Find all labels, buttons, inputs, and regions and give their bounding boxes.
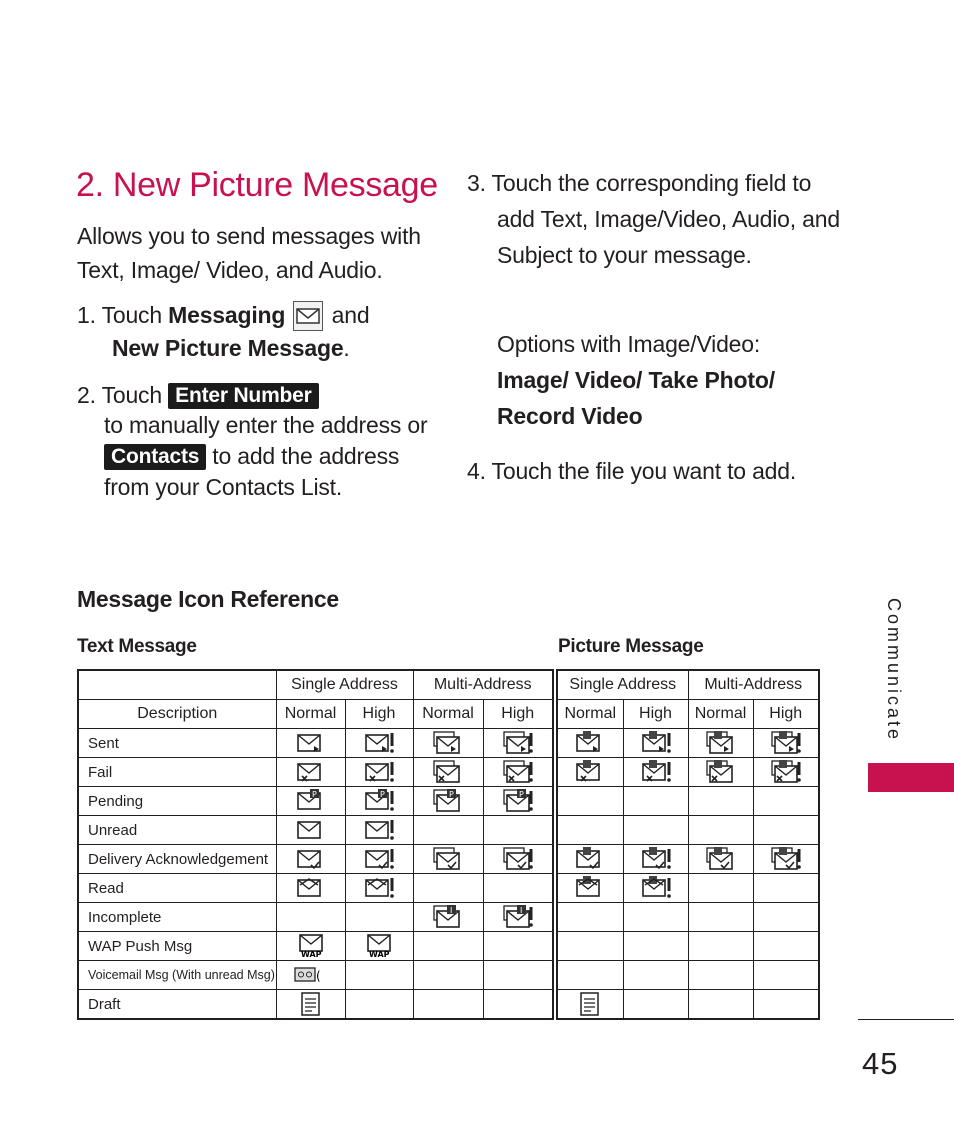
row-description: Incomplete — [78, 903, 276, 932]
incomplete-multi-high-icon — [501, 904, 535, 930]
pending-high-icon — [362, 788, 396, 814]
pic-sent-multi-icon — [704, 730, 738, 756]
enter-number-button: Enter Number — [168, 383, 318, 409]
icon-cell — [345, 845, 413, 874]
icon-cell — [623, 874, 688, 903]
header-single-address: Single Address — [276, 670, 413, 700]
table-row — [78, 874, 553, 903]
delivered-multi-icon — [431, 846, 465, 872]
icon-cell — [753, 816, 819, 845]
icon-cell — [276, 874, 345, 903]
icon-cell — [557, 758, 623, 787]
read-icon — [294, 875, 328, 901]
read-high-icon — [362, 875, 396, 901]
icon-cell — [276, 816, 345, 845]
pic-sent-high-icon — [639, 730, 673, 756]
table-row — [557, 903, 819, 932]
icon-cell — [688, 990, 753, 1020]
icon-cell — [557, 845, 623, 874]
icon-cell — [345, 758, 413, 787]
step-1-pre: Touch — [101, 302, 162, 328]
header-multi-address: Multi-Address — [413, 670, 553, 700]
step-4: 4. Touch the file you want to add. — [467, 458, 797, 484]
table-row — [78, 990, 553, 1020]
icon-cell — [483, 874, 553, 903]
sent-multi-icon — [431, 730, 465, 756]
icon-cell — [345, 816, 413, 845]
fail-multi-icon — [431, 759, 465, 785]
table-row — [557, 845, 819, 874]
icon-cell — [557, 729, 623, 758]
icon-cell — [557, 874, 623, 903]
table-row — [557, 787, 819, 816]
pic-fail-high-icon — [639, 759, 673, 785]
table-row — [78, 787, 553, 816]
pic-fail-multi-icon — [704, 759, 738, 785]
step-1-end: . — [343, 335, 350, 361]
svg-text:P: P — [380, 790, 385, 799]
svg-text:P: P — [449, 790, 454, 799]
icon-cell — [753, 903, 819, 932]
pic-delivered-high-icon — [639, 846, 673, 872]
sent-high-icon — [362, 730, 396, 756]
header-normal: Normal — [413, 700, 483, 729]
table-row — [557, 874, 819, 903]
pic-read-icon — [573, 875, 607, 901]
delivered-high-icon — [362, 846, 396, 872]
table-row — [557, 758, 819, 787]
icon-cell — [557, 787, 623, 816]
svg-text:P: P — [311, 790, 317, 799]
step-2-post: to add the address from your Contacts List. — [104, 443, 400, 500]
icon-cell — [276, 787, 345, 816]
icon-cell — [483, 816, 553, 845]
icon-cell — [753, 787, 819, 816]
icon-cell — [276, 903, 345, 932]
icon-cell — [557, 990, 623, 1020]
header-normal: Normal — [557, 700, 623, 729]
icon-cell — [688, 845, 753, 874]
icon-cell — [623, 932, 688, 961]
icon-cell — [345, 961, 413, 990]
header-multi-address: Multi-Address — [688, 670, 819, 700]
step-2-number: 2. — [77, 382, 96, 408]
svg-text:WAP: WAP — [369, 950, 390, 959]
icon-cell — [753, 932, 819, 961]
header-normal: Normal — [276, 700, 345, 729]
pic-sent-icon — [573, 730, 607, 756]
section-side-label: Communicate — [884, 598, 904, 743]
new-picture-message-label: New Picture Message — [112, 335, 344, 361]
table-row — [557, 961, 819, 990]
row-description: Sent — [78, 729, 276, 758]
icon-cell — [345, 787, 413, 816]
icon-cell — [483, 787, 553, 816]
icon-cell — [688, 816, 753, 845]
icon-cell — [276, 932, 345, 961]
header-blank — [78, 670, 276, 700]
icon-cell — [753, 961, 819, 990]
row-description: Pending — [78, 787, 276, 816]
page-number: 45 — [862, 1046, 899, 1081]
icon-cell — [276, 845, 345, 874]
draft-icon — [294, 991, 328, 1017]
table-row — [557, 729, 819, 758]
options — [497, 326, 817, 434]
svg-text:WAP: WAP — [300, 950, 322, 959]
row-description: Read — [78, 874, 276, 903]
options-label: Options with Image/Video: — [497, 331, 761, 357]
options-list: Image/ Video/ Take Photo/ Record Video — [497, 367, 775, 429]
pic-read-high-icon — [639, 875, 673, 901]
icon-cell — [276, 758, 345, 787]
unread-high-icon — [362, 817, 396, 843]
header-single-address: Single Address — [557, 670, 688, 700]
table-row — [78, 758, 553, 787]
incomplete-multi-icon — [431, 904, 465, 930]
svg-text:(: ( — [315, 969, 321, 983]
icon-cell — [623, 845, 688, 874]
reference-heading: Message Icon Reference — [77, 586, 339, 612]
section-tab — [868, 763, 954, 792]
pending-multi-high-icon — [501, 788, 535, 814]
intro-text: Allows you to send messages with Text, Image/ Video, and Audio. — [77, 223, 421, 283]
icon-cell — [483, 758, 553, 787]
icon-cell — [688, 874, 753, 903]
icon-cell — [623, 990, 688, 1020]
table-row — [78, 816, 553, 845]
header-normal: Normal — [688, 700, 753, 729]
step-1 — [77, 300, 437, 364]
step-2-mid: to manually enter the address or — [104, 412, 428, 438]
header-high: High — [483, 700, 553, 729]
fail-multi-high-icon — [501, 759, 535, 785]
table-row — [557, 816, 819, 845]
icon-cell — [276, 961, 345, 990]
svg-text:I: I — [450, 906, 453, 915]
sent-icon — [294, 730, 328, 756]
pic-fail-icon — [573, 759, 607, 785]
step-2 — [77, 380, 437, 503]
pic-fail-multi-high-icon — [769, 759, 803, 785]
icon-cell — [557, 932, 623, 961]
table-row — [78, 729, 553, 758]
icon-cell — [557, 903, 623, 932]
icon-cell — [623, 816, 688, 845]
icon-cell — [753, 758, 819, 787]
icon-cell — [483, 961, 553, 990]
table-row — [557, 990, 819, 1020]
page-title: 2. New Picture Message — [76, 166, 438, 204]
icon-cell — [413, 990, 483, 1020]
icon-cell — [688, 961, 753, 990]
step-1-number: 1. — [77, 302, 96, 328]
icon-cell — [413, 874, 483, 903]
icon-cell — [345, 729, 413, 758]
icon-cell — [413, 903, 483, 932]
pending-multi-icon — [431, 788, 465, 814]
pic-sent-multi-high-icon — [769, 730, 803, 756]
icon-cell — [623, 758, 688, 787]
row-description: Voicemail Msg (With unread Msg) — [78, 961, 276, 990]
fail-icon — [294, 759, 328, 785]
sent-multi-high-icon — [501, 730, 535, 756]
wap-unread-icon — [362, 933, 396, 959]
step-2-pre: Touch — [101, 382, 162, 408]
icon-cell — [483, 729, 553, 758]
table-row — [557, 932, 819, 961]
icon-cell — [753, 845, 819, 874]
table-row — [78, 961, 553, 990]
icon-cell — [413, 845, 483, 874]
table-row — [78, 845, 553, 874]
pic-delivered-multi-icon — [704, 846, 738, 872]
icon-cell — [345, 932, 413, 961]
icon-cell — [688, 932, 753, 961]
icon-cell — [557, 961, 623, 990]
icon-cell — [413, 758, 483, 787]
step-1-mid: and — [331, 302, 370, 328]
pic-delivered-icon — [573, 846, 607, 872]
pending-icon — [294, 788, 328, 814]
delivered-multi-high-icon — [501, 846, 535, 872]
icon-cell — [623, 729, 688, 758]
fail-high-icon — [362, 759, 396, 785]
row-description: Draft — [78, 990, 276, 1020]
step-3: 3. Touch the corresponding field to add Text, Image/Video, Audio, and Subject to your message. — [467, 170, 840, 268]
messaging-icon — [293, 301, 323, 331]
picture-message-label: Picture Message — [558, 636, 704, 657]
icon-cell — [413, 932, 483, 961]
icon-cell — [753, 874, 819, 903]
messaging-label: Messaging — [168, 302, 286, 328]
icon-cell — [483, 903, 553, 932]
icon-cell — [483, 845, 553, 874]
row-description: Fail — [78, 758, 276, 787]
header-high: High — [753, 700, 819, 729]
table-row — [78, 932, 553, 961]
text-message-table — [77, 669, 554, 1020]
icon-cell — [688, 903, 753, 932]
icon-cell — [276, 729, 345, 758]
header-high: High — [623, 700, 688, 729]
picture-message-table — [556, 669, 820, 1020]
svg-text:P: P — [518, 790, 524, 799]
draft-icon — [573, 991, 607, 1017]
icon-cell — [688, 787, 753, 816]
unread-icon — [294, 817, 328, 843]
header-description: Description — [78, 700, 276, 729]
row-description: WAP Push Msg — [78, 932, 276, 961]
icon-cell — [345, 990, 413, 1020]
icon-cell — [276, 990, 345, 1020]
icon-cell — [688, 729, 753, 758]
header-high: High — [345, 700, 413, 729]
pic-delivered-multi-high-icon — [769, 846, 803, 872]
svg-text:I: I — [519, 906, 523, 915]
icon-cell — [413, 729, 483, 758]
icon-cell — [623, 903, 688, 932]
icon-cell — [345, 874, 413, 903]
icon-cell — [623, 961, 688, 990]
row-description: Unread — [78, 816, 276, 845]
icon-cell — [413, 961, 483, 990]
icon-cell — [345, 903, 413, 932]
table-row — [78, 903, 553, 932]
page-rule — [858, 1019, 954, 1020]
icon-cell — [753, 729, 819, 758]
icon-cell — [413, 816, 483, 845]
icon-cell — [557, 816, 623, 845]
row-description: Delivery Acknowledgement — [78, 845, 276, 874]
delivered-icon — [294, 846, 328, 872]
icon-cell — [753, 990, 819, 1020]
icon-cell — [483, 932, 553, 961]
contacts-button: Contacts — [104, 444, 206, 470]
icon-cell — [413, 787, 483, 816]
text-message-label: Text Message — [77, 636, 197, 657]
icon-cell — [688, 758, 753, 787]
icon-cell — [623, 787, 688, 816]
voicemail-icon — [294, 962, 328, 988]
icon-cell — [483, 990, 553, 1020]
wap-read-icon — [294, 933, 328, 959]
